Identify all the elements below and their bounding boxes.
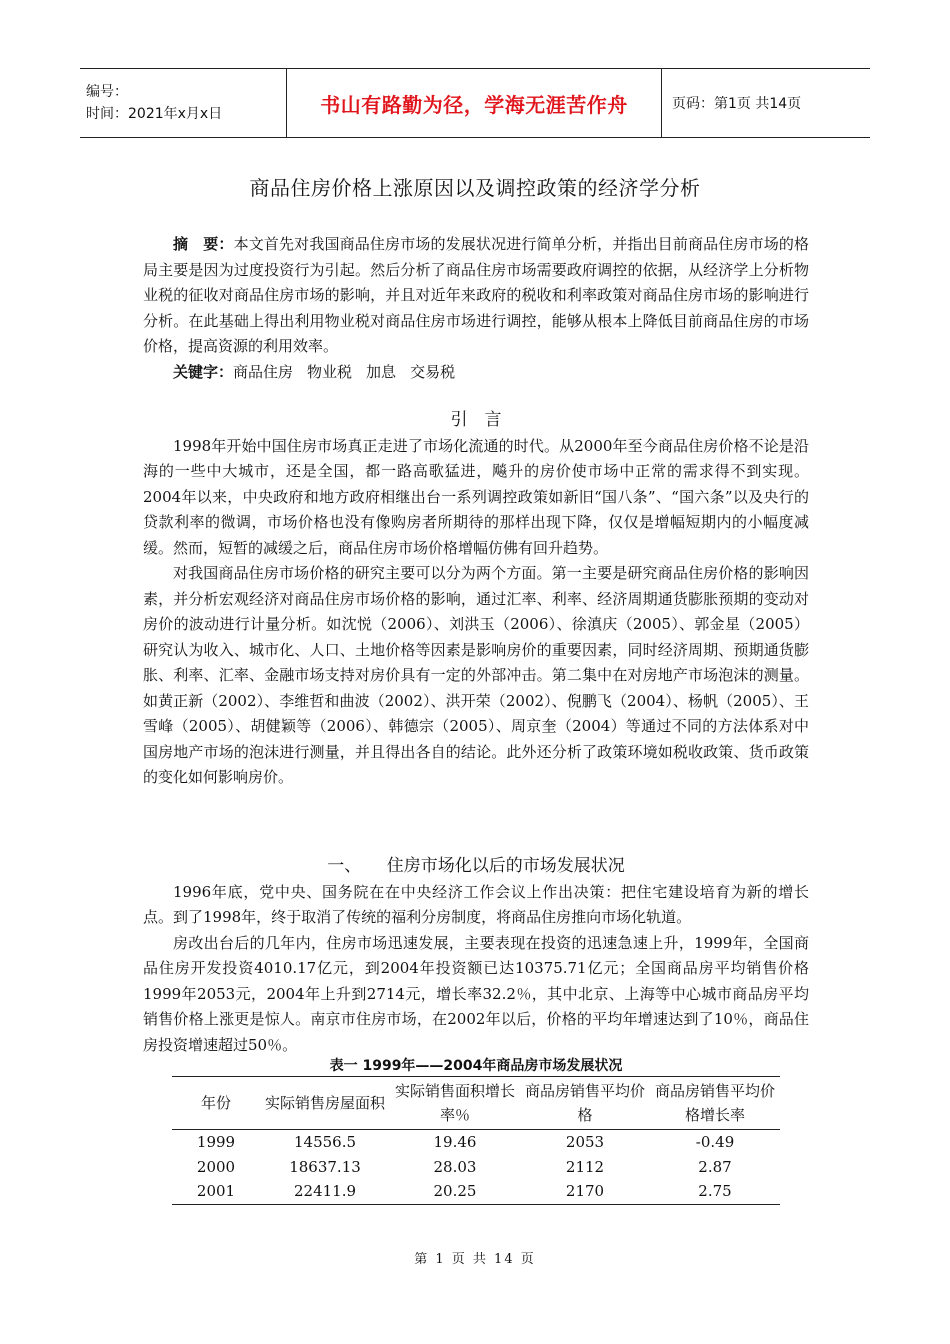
table-caption: 表一 1999年——2004年商品房市场发展状况 (329, 1058, 623, 1074)
keywords-label: 关键字： (173, 362, 234, 381)
intro-paragraph: 1998年开始中国住房市场真正走进了市场化流通的时代。从2000年至今商品住房价格不论是沿海的一些中大城市，还是全国，都一路高歌猛进，飚升的房价使市场中正常的需求得不到实现。2004年以来，中央政府和地方政府相继出台一系列调控政策如新旧“国八条”、“国六条”以及央行的贷款利率的微调，市场价格也没有像购房者所期待的那样出现下降，仅仅是增幅短期内的小幅度减缓。然而，短暂的减缓之后，商品住房市场价格增幅仿佛有回升趋势。 (143, 436, 809, 557)
keyword-item: 物业税 (307, 362, 353, 381)
table-header-cell: 商品房销售平均价格 (524, 1082, 645, 1124)
abstract-paragraph (143, 232, 809, 360)
table-header-cell: 实际销售房屋面积 (264, 1094, 385, 1112)
table-header-cell: 实际销售面积增长率％ (394, 1082, 515, 1124)
table-row (172, 1155, 780, 1180)
table-cell: 14556.5 (293, 1133, 357, 1151)
header-meta (80, 69, 287, 137)
abstract-label: 摘 要： (173, 235, 234, 253)
market-table-block (172, 1056, 780, 1205)
header-page-label: 页码：第1页 共14页 (672, 96, 802, 112)
table-cell: 2112 (565, 1157, 605, 1176)
keyword-item: 加息 (366, 362, 397, 381)
table-cell: 22411.9 (293, 1182, 357, 1200)
section-one-heading: 一、 住房市场化以后的市场发展状况 (327, 856, 625, 876)
header-number-label: 编号： (86, 84, 128, 100)
intro-section (143, 408, 809, 791)
page-footer: 第 1 页 共 14 页 (414, 1252, 536, 1267)
table-row (172, 1179, 780, 1204)
table-cell: 2053 (565, 1133, 605, 1151)
table-header-row (172, 1077, 780, 1130)
page-header (80, 68, 870, 138)
table-cell: -0.49 (695, 1133, 735, 1151)
table-cell: 18637.13 (289, 1157, 361, 1176)
table-row (172, 1130, 780, 1155)
abstract-block (143, 232, 809, 385)
table-cell: 1999 (196, 1133, 236, 1151)
table-cell: 2.75 (698, 1182, 732, 1200)
table-cell: 2001 (196, 1182, 236, 1200)
table-header-cell: 年份 (200, 1094, 231, 1112)
header-motto: 书山有路勤为径，学海无涯苦作舟 (320, 92, 628, 117)
keywords-paragraph (143, 360, 809, 386)
table-cell: 19.46 (433, 1133, 477, 1151)
market-table (172, 1076, 780, 1205)
table-cell: 2.87 (698, 1157, 732, 1176)
table-cell: 2170 (565, 1182, 605, 1200)
section-one-paragraph: 房改出台后的几年内，住房市场迅速发展，主要表现在投资的迅速急速上升，1999年，全国商品住房开发投资4010.17亿元，到2004年投资额已达10375.71亿元；全国商品房平均销售价格1999年2053元，2004年上升到2714元，增长率32.2％，其中北京、上海等中心城市商品房平均销售价格上涨更是惊人。南京市住房市场，在2002年以后，价格的平均年增速达到了10％，商品住房投资增速超过50％。 (143, 933, 809, 1054)
intro-heading: 引 言 (450, 410, 502, 430)
table-header-cell: 商品房销售平均价格增长率 (654, 1082, 775, 1124)
intro-paragraph: 对我国商品住房市场价格的研究主要可以分为两个方面。第一主要是研究商品住房价格的影响因素，并分析宏观经济对商品住房市场价格的影响，通过汇率、利率、经济周期通货膨胀预期的变动对房价的波动进行计量分析。如沈悦（2006）、刘洪玉（2006）、徐滇庆（2005）、郭金星（2005）研究认为收入、城市化、人口、土地价格等因素是影响房价的重要因素，同时经济周期、预期通货膨胀、利率、汇率、金融市场支持对房价具有一定的外部冲击。第二集中在对房地产市场泡沫的测量。如黄正新（2002）、李维哲和曲波（2002）、洪开荣（2002）、倪鹏飞（2004）、杨帆（2005）、王雪峰（2005）、胡健颖等（2006）、韩德宗（2005）、周京奎（2004）等通过不同的方法体系对中国房地产市场的泡沫进行测量，并且得出各自的结论。此外还分析了政策环境如税收政策、货币政策的变化如何影响房价。 (143, 564, 809, 786)
header-date-label: 时间：2021年x月x日 (86, 106, 223, 122)
section-one (143, 854, 809, 1058)
header-motto-cell (287, 69, 662, 137)
table-cell: 28.03 (433, 1157, 477, 1176)
table-cell: 20.25 (433, 1182, 477, 1200)
section-one-paragraph: 1996年底，党中央、国务院在在中央经济工作会议上作出决策：把住宅建设培育为新的增长点。到了1998年，终于取消了传统的福利分房制度，将商品住房推向市场化轨道。 (143, 882, 809, 926)
keyword-item: 交易税 (410, 362, 456, 381)
table-cell: 2000 (196, 1157, 236, 1176)
header-page-cell (662, 69, 870, 137)
document-title: 商品住房价格上涨原因以及调控政策的经济学分析 (249, 176, 701, 200)
keyword-item: 商品住房 (233, 362, 294, 381)
abstract-text: 本文首先对我国商品住房市场的发展状况进行简单分析，并指出目前商品住房市场的格局主要是因为过度投资行为引起。然后分析了商品住房市场需要政府调控的依据，从经济学上分析物业税的征收对商品住房市场的影响，并且对近年来政府的税收和利率政策对商品住房市场的影响进行分析。在此基础上得出利用物业税对商品住房市场进行调控，能够从根本上降低目前商品住房的市场价格，提高资源的利用效率。 (143, 235, 809, 355)
